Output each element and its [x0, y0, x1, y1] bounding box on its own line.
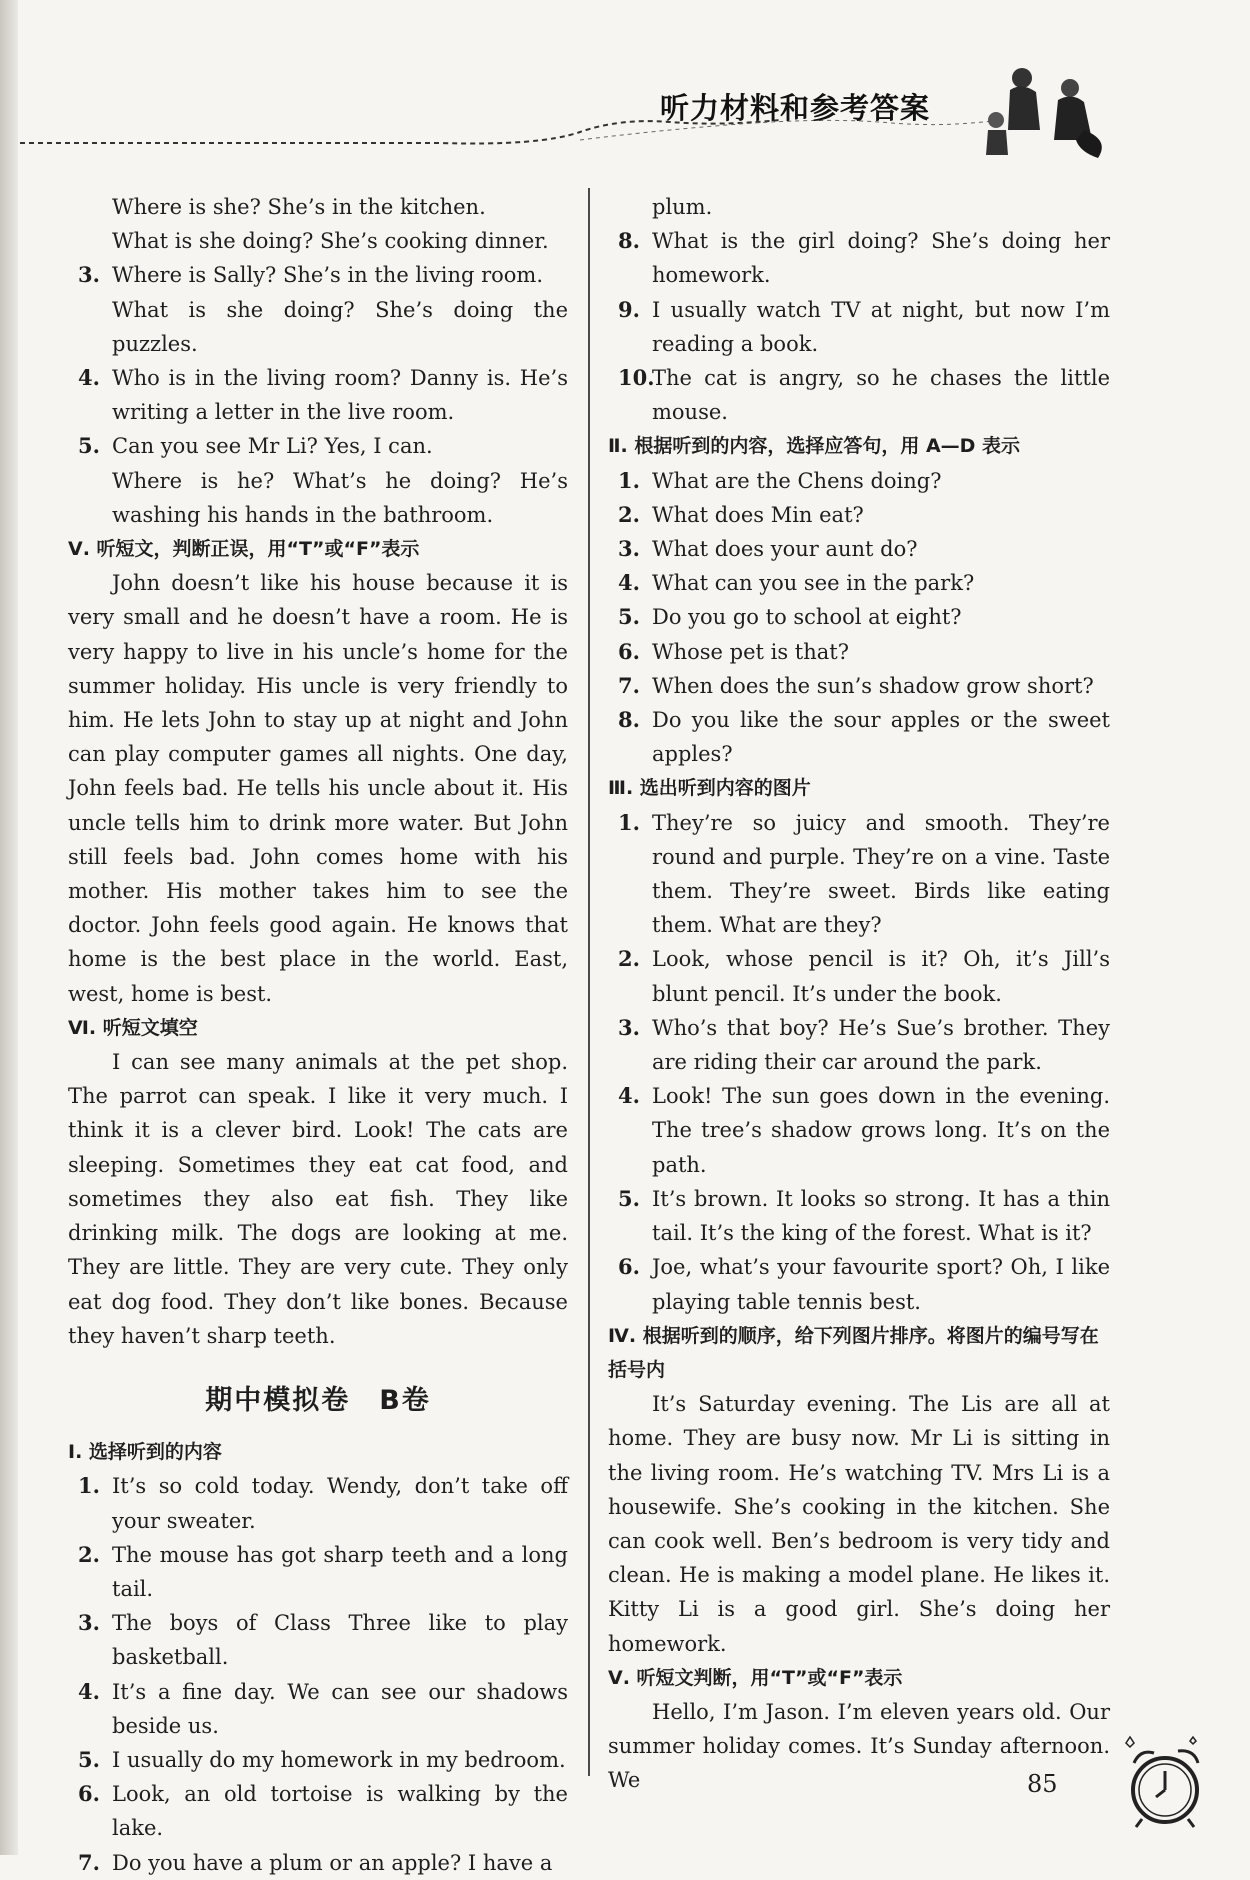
list-item: 5. I usually do my homework in my bedroom. [78, 1746, 566, 1772]
list-item: 3. The boys of Class Three like to play basketball. [78, 1610, 568, 1670]
list-item: 4. Who is in the living room? Danny is. He’s writing a letter in the live room. [78, 365, 568, 425]
section-heading: Ⅲ. 选出听到内容的图片 [608, 777, 811, 800]
list-item: 8. Do you like the sour apples or the sweet apples? [618, 707, 1110, 767]
paragraph: I can see many animals at the pet shop. The parrot can speak. I like it very much. I think it is a clever bird. Look! The cats are sleeping. Sometimes they eat cat food, and sometimes they also eat fish. They like drinking milk. The dogs are looking at me. They are little. They are very cute. They only eat dog food. They don’t like bones. Because they haven’t sharp teeth. [68, 1050, 568, 1348]
list-item: 7. Do you have a plum or an apple? I have a [78, 1849, 553, 1875]
column-divider [588, 188, 590, 1776]
list-item: 6. Whose pet is that? [618, 638, 849, 664]
list-item: 2. Look, whose pencil is it? Oh, it’s Jill’s blunt pencil. It’s under the book. [618, 946, 1110, 1006]
paragraph: It’s Saturday evening. The Lis are all at home. They are busy now. Mr Li is sitting in the living room. He’s watching TV. Mrs Li is a housewife. She’s cooking in the kitchen. She can cook well. Ben’s bedroom is very tidy and clean. He is making a model plane. He likes it. Kitty Li is a good girl. She’s doing her homework. [608, 1392, 1110, 1656]
paragraph: John doesn’t like his house because it is very small and he doesn’t have a room. He is very happy to live in his uncle’s home for the summer holiday. His uncle is very friendly to him. He lets John to stay up at night and John can play computer games all nights. One day, John feels bad. He tells his uncle about it. His uncle tells him to drink more water. But John still feels bad. John comes home with his mother. His mother takes him to see the doctor. John feels good again. He knows that home is the best place in the world. East, west, home is best. [68, 571, 568, 1006]
list-item: 6. Look, an old tortoise is walking by the lake. [78, 1781, 568, 1841]
kids-illustration-icon [980, 60, 1115, 160]
list-item: 3. Who’s that boy? He’s Sue’s brother. They are riding their car around the park. [618, 1014, 1110, 1075]
exam-title: 期中模拟卷 B卷 [205, 1384, 431, 1416]
header-title: 听力材料和参考答案 [660, 91, 931, 125]
list-item: 8. What is the girl doing? She’s doing her homework. [618, 228, 1110, 288]
list-item: Where is she? She’s in the kitchen. What is she doing? She’s cooking dinner. [112, 195, 549, 254]
list-item: 10. The cat is angry, so he chases the little mouse. [618, 365, 1110, 425]
list-item: 4. Look! The sun goes down in the evening. The tree’s shadow grows long. It’s on the path. [618, 1083, 1110, 1177]
list-item: 2. The mouse has got sharp teeth and a long tail. [78, 1541, 568, 1601]
page-number: 85 [1027, 1770, 1058, 1798]
list-item: 1. What are the Chens doing? [618, 467, 942, 493]
list-item: 7. When does the sun’s shadow grow short? [618, 672, 1094, 698]
section-heading: Ⅱ. 根据听到的内容，选择应答句，用 A—D 表示 [608, 435, 1021, 458]
list-item: 2. What does Min eat? [618, 501, 864, 527]
section-heading: Ⅴ. 听短文，判断正误，用“T”或“F”表示 [68, 538, 420, 561]
list-item: 5. It’s brown. It looks so strong. It has a thin tail. It’s the king of the forest. What is it? [618, 1185, 1110, 1246]
list-item: 5. Can you see Mr Li? Yes, I can. Where is he? What’s he doing? He’s washing his hands in the bathroom. [78, 433, 568, 527]
list-item: 3. What does your aunt do? [618, 536, 918, 562]
list-item: 5. Do you go to school at eight? [618, 604, 962, 630]
paragraph: Hello, I’m Jason. I’m eleven years old. Our summer holiday comes. It’s Sunday afternoon. We [608, 1699, 1110, 1793]
list-item: 3. Where is Sally? She’s in the living room. What is she doing? She’s doing the puzzles. [78, 262, 568, 356]
list-item: 9. I usually watch TV at night, but now I’m reading a book. [618, 296, 1110, 356]
section-heading: Ⅵ. 听短文填空 [68, 1016, 198, 1039]
alarm-clock-icon [1120, 1735, 1205, 1830]
list-item: 4. What can you see in the park? [618, 570, 975, 596]
list-item: 4. It’s a fine day. We can see our shadows beside us. [78, 1678, 568, 1738]
list-item: 6. Joe, what’s your favourite sport? Oh, I like playing table tennis best. [618, 1254, 1110, 1314]
right-column [608, 190, 1110, 1798]
continued-line: plum. [652, 195, 713, 219]
section-heading: Ⅰ. 选择听到的内容 [68, 1441, 222, 1464]
section-heading: Ⅴ. 听短文判断，用“T”或“F”表示 [608, 1666, 903, 1689]
section-heading: Ⅳ. 根据听到的顺序，给下列图片排序。将图片的编号写在括号内 [608, 1324, 1099, 1381]
list-item: 1. They’re so juicy and smooth. They’re round and purple. They’re on a vine. Taste them. They’re sweet. Birds like eating them. What are they? [618, 809, 1110, 938]
page-edge [0, 0, 18, 1855]
list-item: 1. It’s so cold today. Wendy, don’t take off your sweater. [78, 1473, 568, 1533]
left-column [68, 190, 568, 1880]
